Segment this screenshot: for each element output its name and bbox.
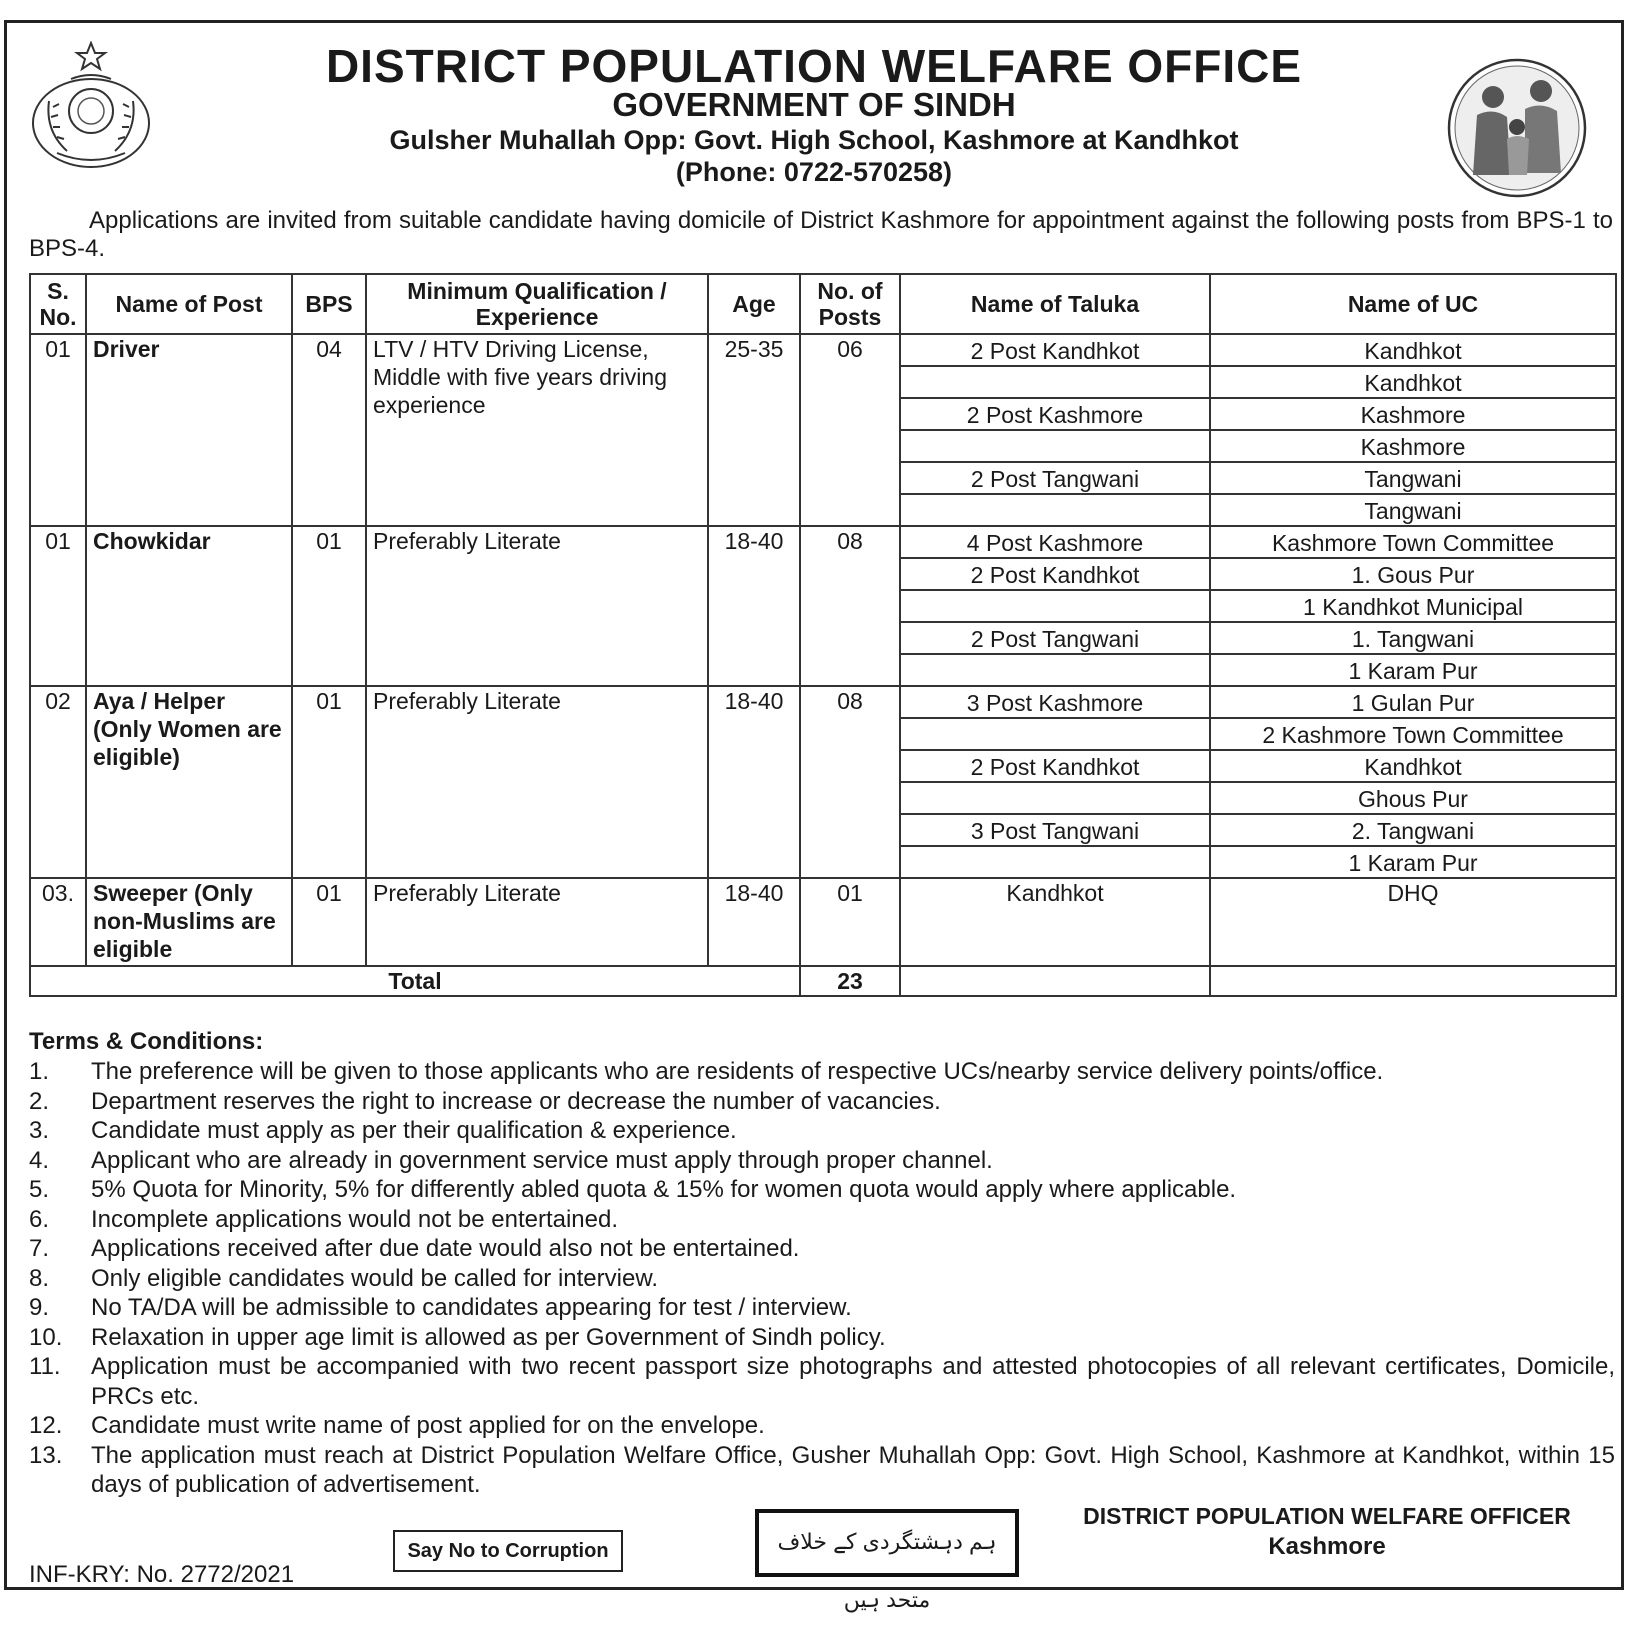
- cell-post: Driver: [86, 334, 292, 526]
- term-text: Incomplete applications would not be entertained.: [91, 1205, 619, 1233]
- urdu-slogan-box: ہم دہشتگردی کے خلاف متحد ہیں: [755, 1509, 1019, 1577]
- term-number: 2.: [29, 1087, 50, 1115]
- post-group-aya-helper: [30, 686, 1616, 878]
- term-number: 1.: [29, 1058, 50, 1085]
- term-number: 10.: [29, 1323, 63, 1351]
- cell-sno: 01: [30, 526, 86, 686]
- cell-age: 18-40: [708, 526, 800, 686]
- cell-taluka: [900, 718, 1210, 750]
- cell-uc: 1 Kandhkot Municipal: [1210, 590, 1616, 622]
- list-item: [29, 1323, 1615, 1353]
- term-text: The application must reach at District Population Welfare Office, Gusher Muhallah Opp: Govt. High School, Kashmore at Kandhkot, within 15 days of publication of advertisement.: [91, 1441, 1615, 1498]
- list-item: [29, 1264, 1615, 1294]
- cell-uc: Kashmore: [1210, 398, 1616, 430]
- intro-paragraph: Applications are invited from suitable candidate having domicile of District Kashmore for appointment against the following posts from BPS-1 to BPS-4.: [29, 207, 1613, 262]
- term-text: No TA/DA will be admissible to candidates appearing for test / interview.: [91, 1294, 852, 1321]
- cell-taluka: [900, 366, 1210, 398]
- posts-table: [29, 273, 1617, 997]
- header-taluka: Name of Taluka: [900, 274, 1210, 334]
- list-item: [29, 1116, 1615, 1146]
- cell-qualification: LTV / HTV Driving License, Middle with five years driving experience: [366, 334, 708, 526]
- list-item: [29, 1293, 1615, 1323]
- cell-taluka: 3 Post Kashmore: [900, 686, 1210, 718]
- cell-taluka: [900, 782, 1210, 814]
- term-number: 8.: [29, 1264, 50, 1292]
- term-number: 9.: [29, 1294, 50, 1321]
- office-title: DISTRICT POPULATION WELFARE OFFICE: [325, 40, 1303, 92]
- cell-sno: 02: [30, 686, 86, 878]
- list-item: [29, 1441, 1615, 1500]
- cell-uc: Tangwani: [1210, 494, 1616, 526]
- cell-age: 18-40: [708, 686, 800, 878]
- cell-taluka: 2 Post Kandhkot: [900, 750, 1210, 782]
- cell-post: Chowkidar: [86, 526, 292, 686]
- term-number: 12.: [29, 1412, 63, 1439]
- terms-title: Terms & Conditions:: [29, 1028, 264, 1055]
- table-row: [30, 686, 1616, 718]
- cell-qualification: Preferably Literate: [366, 686, 708, 878]
- header-qualification: Minimum Qualification / Experience: [366, 274, 708, 334]
- cell-taluka: 4 Post Kashmore: [900, 526, 1210, 558]
- list-item: [29, 1087, 1615, 1117]
- cell-taluka: 2 Post Kashmore: [900, 398, 1210, 430]
- header-bps: BPS: [292, 274, 366, 334]
- cell-taluka: [900, 654, 1210, 686]
- cell-bps: 01: [292, 686, 366, 878]
- cell-taluka: [900, 846, 1210, 878]
- cell-taluka: 2 Post Tangwani: [900, 462, 1210, 494]
- term-text: Applicant who are already in government service must apply through proper channel.: [91, 1146, 993, 1174]
- total-value: 23: [800, 966, 900, 996]
- cell-bps: 01: [292, 878, 366, 966]
- cell-uc: 1. Gous Pur: [1210, 558, 1616, 590]
- signatory-title: DISTRICT POPULATION WELFARE OFFICER: [1083, 1503, 1571, 1529]
- list-item: [29, 1057, 1615, 1087]
- cell-qualification: Preferably Literate: [366, 526, 708, 686]
- term-number: 13.: [29, 1441, 63, 1469]
- cell-taluka: [900, 590, 1210, 622]
- cell-uc: 2. Tangwani: [1210, 814, 1616, 846]
- cell-taluka: 2 Post Tangwani: [900, 622, 1210, 654]
- cell-uc: 1 Karam Pur: [1210, 654, 1616, 686]
- cell-post: Aya / Helper (Only Women are eligible): [86, 686, 292, 878]
- cell-uc: Kandhkot: [1210, 750, 1616, 782]
- government-title: GOVERNMENT OF SINDH: [612, 86, 1016, 123]
- cell-uc: 1. Tangwani: [1210, 622, 1616, 654]
- cell-count: 08: [800, 686, 900, 878]
- terms-list: [29, 1057, 1615, 1500]
- cell-sno: 01: [30, 334, 86, 526]
- term-text: Candidate must apply as per their qualification & experience.: [91, 1117, 737, 1144]
- office-phone: (Phone: 0722-570258): [675, 157, 953, 187]
- list-item: [29, 1352, 1615, 1411]
- cell-age: 18-40: [708, 878, 800, 966]
- term-number: 5.: [29, 1176, 50, 1203]
- cell-uc: 1 Karam Pur: [1210, 846, 1616, 878]
- cell-uc: Kashmore: [1210, 430, 1616, 462]
- list-item: [29, 1175, 1615, 1205]
- list-item: [29, 1146, 1615, 1176]
- table-row: [30, 878, 1616, 966]
- term-text: Applications received after due date would also not be entertained.: [91, 1235, 800, 1262]
- table-row: [30, 334, 1616, 366]
- cell-uc: 2 Kashmore Town Committee: [1210, 718, 1616, 750]
- cell-count: 06: [800, 334, 900, 526]
- header-age: Age: [708, 274, 800, 334]
- cell-uc: Ghous Pur: [1210, 782, 1616, 814]
- term-text: Relaxation in upper age limit is allowed as per Government of Sindh policy.: [91, 1323, 886, 1351]
- header: [7, 23, 1621, 193]
- cell-taluka: [900, 430, 1210, 462]
- cell-uc: DHQ: [1210, 878, 1616, 966]
- cell-count: 08: [800, 526, 900, 686]
- post-group-driver: [30, 334, 1616, 526]
- reference-number: INF-KRY: No. 2772/2021: [29, 1561, 295, 1588]
- advertisement-frame: [4, 20, 1624, 1612]
- term-text: Department reserves the right to increase or decrease the number of vacancies.: [91, 1087, 941, 1115]
- cell-post: Sweeper (Only non-Muslims are eligible: [86, 878, 292, 966]
- term-number: 11.: [29, 1353, 61, 1380]
- list-item: [29, 1205, 1615, 1235]
- cell-taluka: 3 Post Tangwani: [900, 814, 1210, 846]
- cell-taluka: 2 Post Kandhkot: [900, 334, 1210, 366]
- cell-bps: 01: [292, 526, 366, 686]
- cell-uc: 1 Gulan Pur: [1210, 686, 1616, 718]
- term-text: The preference will be given to those applicants who are residents of respective UCs/nearby service delivery points/office.: [91, 1058, 1384, 1085]
- header-post: Name of Post: [86, 274, 292, 334]
- total-label: Total: [30, 966, 800, 996]
- term-text: Only eligible candidates would be called for interview.: [91, 1264, 658, 1292]
- header-sno: S. No.: [30, 274, 86, 334]
- list-item: [29, 1234, 1615, 1264]
- anti-corruption-box: Say No to Corruption: [393, 1530, 623, 1572]
- term-text: Application must be accompanied with two recent passport size photographs and attested photocopies of all relevant certificates, Domicile, PRCs etc.: [91, 1353, 1615, 1410]
- cell-uc: Kandhkot: [1210, 366, 1616, 398]
- header-uc: Name of UC: [1210, 274, 1616, 334]
- post-group-chowkidar: [30, 526, 1616, 686]
- cell-sno: 03.: [30, 878, 86, 966]
- term-number: 7.: [29, 1235, 50, 1262]
- table-header-row: [30, 274, 1616, 334]
- cell-uc: Tangwani: [1210, 462, 1616, 494]
- cell-qualification: Preferably Literate: [366, 878, 708, 966]
- term-text: Candidate must write name of post applied for on the envelope.: [91, 1412, 765, 1439]
- cell-uc: Kandhkot: [1210, 334, 1616, 366]
- term-number: 3.: [29, 1117, 50, 1144]
- cell-count: 01: [800, 878, 900, 966]
- total-empty-taluka: [900, 966, 1210, 996]
- table-row: [30, 526, 1616, 558]
- cell-age: 25-35: [708, 334, 800, 526]
- total-empty-uc: [1210, 966, 1616, 996]
- term-text: 5% Quota for Minority, 5% for differently abled quota & 15% for women quota would apply where applicable.: [91, 1176, 1237, 1203]
- post-group-sweeper: [30, 878, 1616, 996]
- list-item: [29, 1411, 1615, 1441]
- cell-taluka: Kandhkot: [900, 878, 1210, 966]
- cell-taluka: [900, 494, 1210, 526]
- header-posts: No. of Posts: [800, 274, 900, 334]
- table-total-row: [30, 966, 1616, 996]
- population-welfare-family-icon: [1445, 57, 1589, 199]
- term-number: 4.: [29, 1146, 50, 1174]
- cell-uc: Kashmore Town Committee: [1210, 526, 1616, 558]
- office-address: Gulsher Muhallah Opp: Govt. High School, Kashmore at Kandhkot: [389, 125, 1239, 155]
- cell-bps: 04: [292, 334, 366, 526]
- cell-taluka: 2 Post Kandhkot: [900, 558, 1210, 590]
- signatory-place: Kashmore: [1268, 1533, 1386, 1560]
- term-number: 6.: [29, 1205, 50, 1233]
